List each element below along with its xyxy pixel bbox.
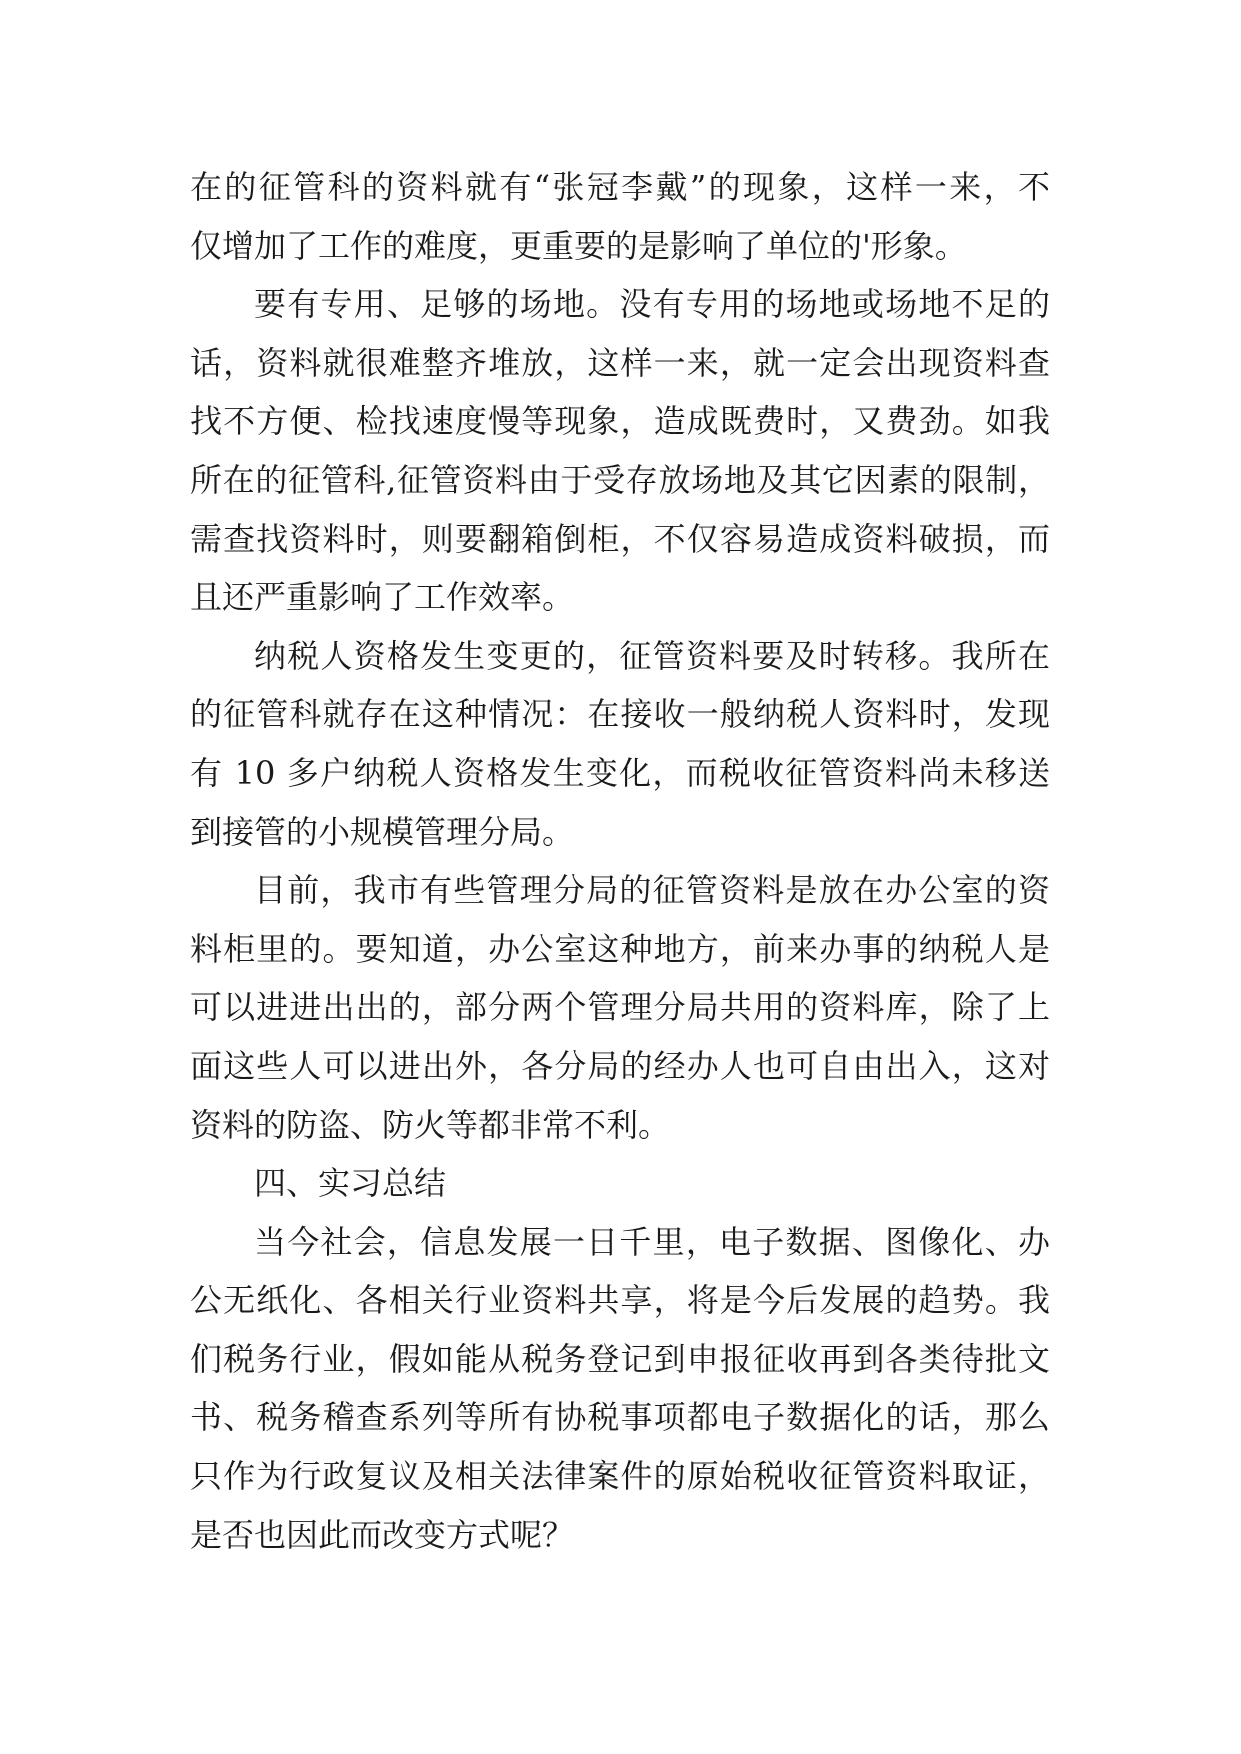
- text-line: 且还严重影响了工作效率。: [190, 578, 575, 617]
- text-line: 有 10 多户纳税人资格发生变化，而税收征管资料尚未移送: [190, 753, 1050, 792]
- paragraph-first-line: 当今社会，信息发展一日千里，电子数据、图像化、办: [254, 1222, 1050, 1261]
- text-line: 可以进进出出的，部分两个管理分局共用的资料库，除了上: [190, 988, 1050, 1027]
- paragraph-first-line: 目前，我市有些管理分局的征管资料是放在办公室的资: [254, 871, 1050, 910]
- text-line: 在的征管科的资料就有“张冠李戴”的现象，这样一来，不: [190, 168, 1050, 206]
- text-line: 书、税务稽查系列等所有协税事项都电子数据化的话，那么: [190, 1398, 1050, 1437]
- text-line: 公无纸化、各相关行业资料共享，将是今后发展的趋势。我: [190, 1281, 1050, 1320]
- text-line: 所在的征管科,征管资料由于受存放场地及其它因素的限制，: [190, 460, 1050, 499]
- section-heading: 四、实习总结: [254, 1164, 447, 1203]
- text-line: 面这些人可以进出外，各分局的经办人也可自由出入，这对: [190, 1046, 1050, 1085]
- paragraph-first-line: 要有专用、足够的场地。没有专用的场地或场地不足的: [254, 285, 1050, 324]
- document-body: [190, 158, 1050, 1564]
- text-line: 仅增加了工作的难度，更重要的是影响了单位的'形象。: [190, 226, 967, 265]
- text-line: 找不方便、检找速度慢等现象，造成既费时，又费劲。如我: [190, 402, 1050, 441]
- text-line: 话，资料就很难整齐堆放，这样一来，就一定会出现资料查: [190, 343, 1050, 382]
- text-line: 到接管的小规模管理分局。: [190, 812, 575, 851]
- text-line: 需查找资料时，则要翻箱倒柜，不仅容易造成资料破损，而: [190, 519, 1050, 558]
- text-line: 只作为行政复议及相关法律案件的原始税收征管资料取证，: [190, 1457, 1050, 1496]
- text-line: 资料的防盗、防火等都非常不利。: [190, 1105, 671, 1144]
- text-line: 们税务行业，假如能从税务登记到申报征收再到各类待批文: [190, 1339, 1050, 1378]
- text-line: 的征管科就存在这种情况：在接收一般纳税人资料时，发现: [190, 695, 1050, 734]
- paragraph-first-line: 纳税人资格发生变更的，征管资料要及时转移。我所在: [254, 636, 1050, 675]
- text-line: 料柜里的。要知道，办公室这种地方，前来办事的纳税人是: [190, 929, 1050, 968]
- text-line: 是否也因此而改变方式呢？: [190, 1515, 575, 1554]
